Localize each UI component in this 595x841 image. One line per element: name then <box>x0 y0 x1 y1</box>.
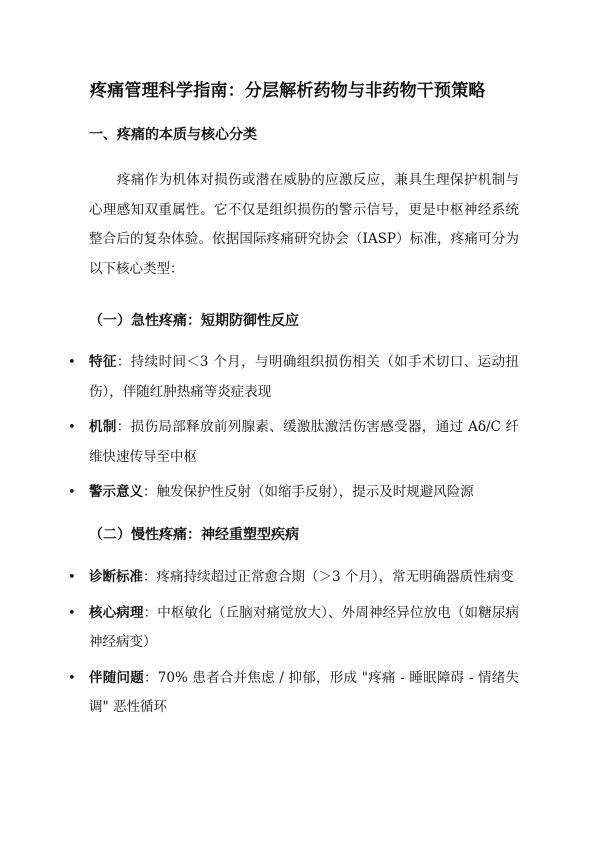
item-text: ：70% 患者合并焦虑 / 抑郁，形成 "疼痛 - 睡眠障碍 - 情绪失调" 恶性循环 <box>89 669 520 715</box>
chronic-pain-list <box>68 563 520 723</box>
item-term: 诊断标准 <box>89 569 143 585</box>
intro-paragraph: 疼痛作为机体对损伤或潜在威胁的应激反应，兼具生理保护机制与心理感知双重属性。它不仅是组织损伤的警示信号，更是中枢神经系统整合后的复杂体验。依据国际疼痛研究协会（IASP）标准，疼痛可分为以下核心类型： <box>89 172 519 277</box>
item-term: 机制 <box>89 419 117 435</box>
item-term: 伴随问题 <box>89 669 145 686</box>
acute-pain-list <box>68 348 520 508</box>
section-heading-pain-nature: 一、疼痛的本质与核心分类 <box>89 127 257 143</box>
item-term: 警示意义 <box>89 484 143 500</box>
list-item <box>68 563 519 593</box>
list-item <box>68 348 519 407</box>
document-title: 疼痛管理科学指南：分层解析药物与非药物干预策略 <box>90 81 486 101</box>
bullet-icon: • <box>68 420 76 435</box>
item-text: ：疼痛持续超过正常愈合期（＞3 个月），常无明确器质性病变 <box>143 569 514 585</box>
item-term: 核心病理 <box>89 604 144 621</box>
bullet-icon: • <box>68 570 76 585</box>
item-text: ：损伤局部释放前列腺素、缓激肽激活伤害感受器，通过 Aδ/C 纤维快速传导至中枢 <box>89 419 520 465</box>
list-item <box>68 478 519 508</box>
list-item <box>68 664 520 723</box>
bullet-icon: • <box>68 355 76 370</box>
list-item <box>68 599 520 658</box>
subheading-acute-pain: （一）急性疼痛：短期防御性反应 <box>89 313 299 329</box>
bullet-icon: • <box>68 485 76 500</box>
item-text: ：触发保护性反射（如缩手反射），提示及时规避风险源 <box>143 484 474 500</box>
item-text: ：持续时间＜3 个月，与明确组织损伤相关（如手术切口、运动扭伤），伴随红肿热痛等炎症表现 <box>89 354 519 400</box>
bullet-icon: • <box>68 670 76 686</box>
bullet-icon: • <box>68 605 76 621</box>
item-text: ：中枢敏化（丘脑对痛觉放大）、外周神经异位放电（如糖尿病神经病变） <box>89 604 520 650</box>
subheading-chronic-pain: （二）慢性疼痛：神经重塑型疾病 <box>89 527 299 543</box>
list-item <box>68 413 520 472</box>
item-term: 特征 <box>89 354 117 370</box>
